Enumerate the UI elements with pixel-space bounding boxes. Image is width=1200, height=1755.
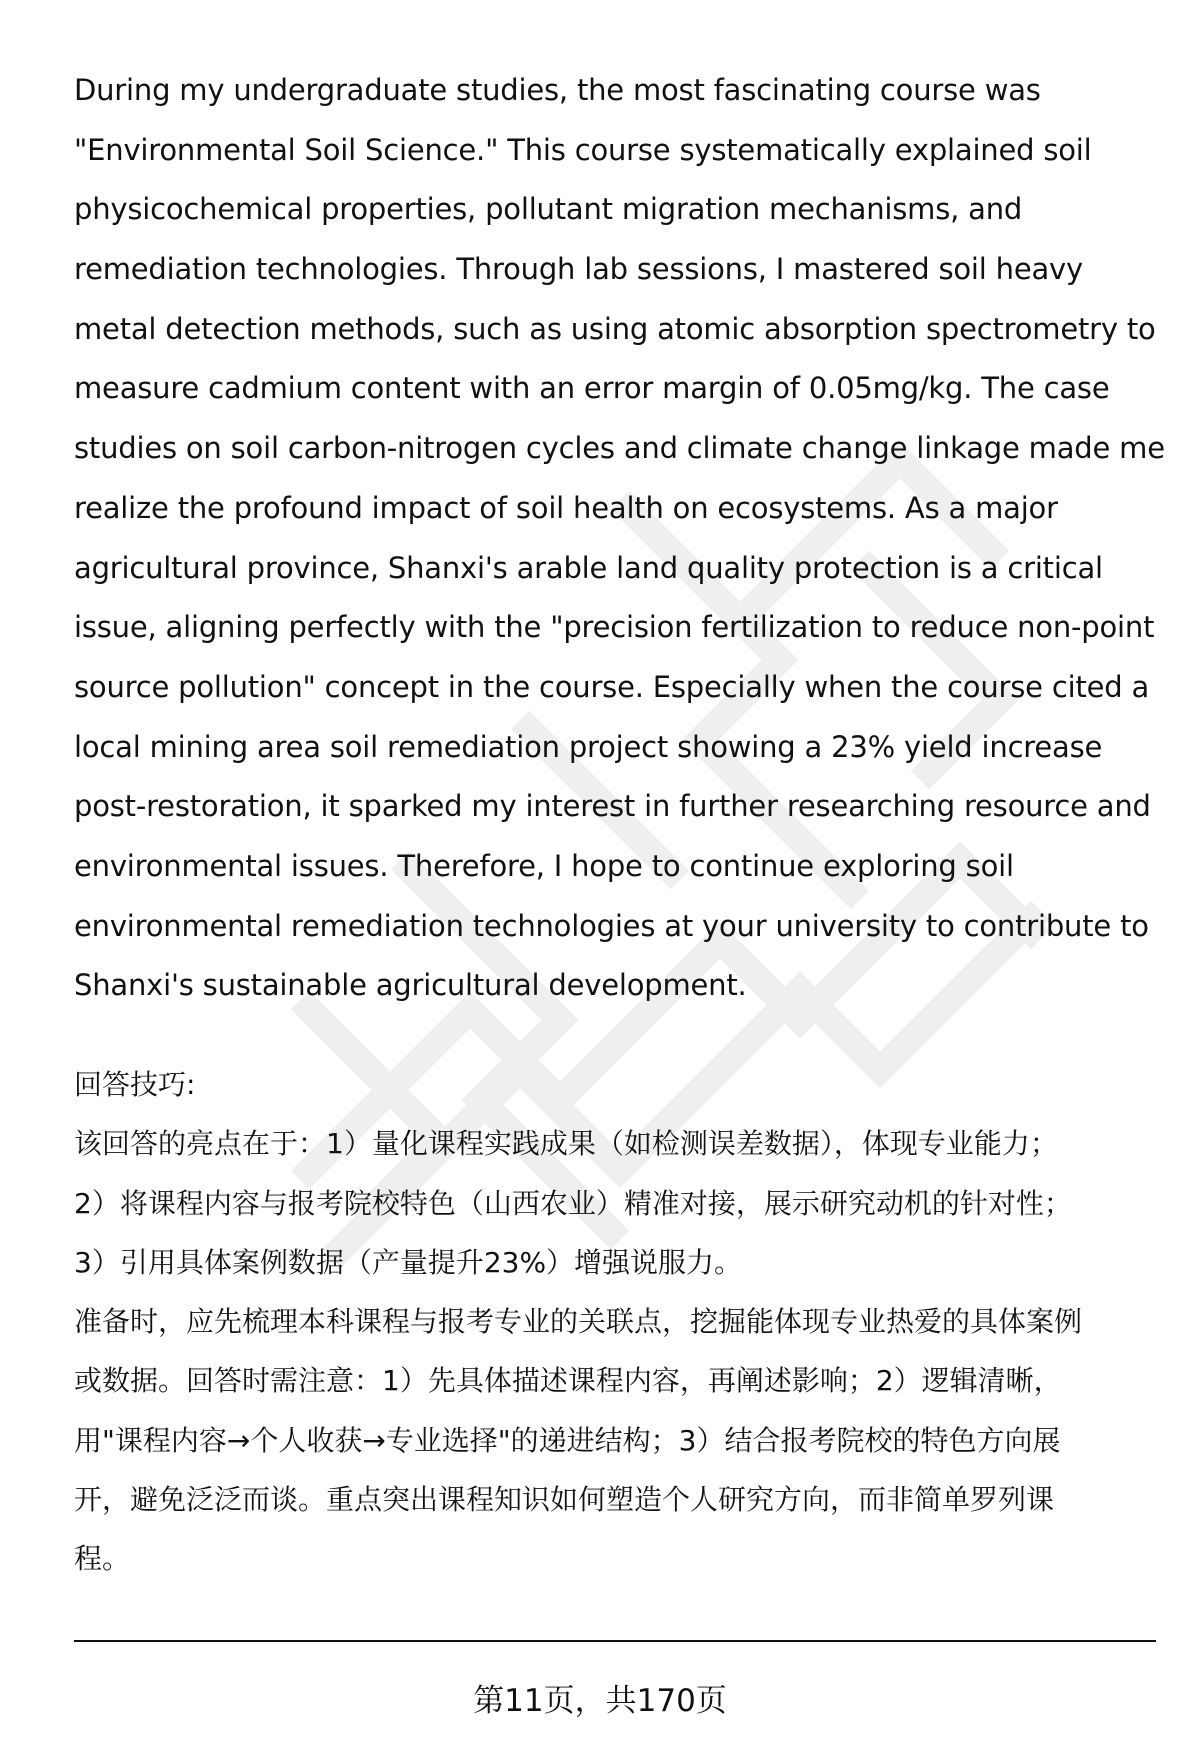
- answer-line: measure cadmium content with an error margin of 0.05mg/kg. The case: [74, 371, 1110, 406]
- answer-line: environmental remediation technologies at your university to contribute to: [74, 908, 1149, 943]
- tips-line: 程。: [74, 1542, 131, 1576]
- answer-line: metal detection methods, such as using atomic absorption spectrometry to: [74, 311, 1156, 346]
- tips-line: 3）引用具体案例数据（产量提升23%）增强说服力。: [74, 1245, 743, 1279]
- tips-line: 用"课程内容→个人收获→专业选择"的递进结构；3）结合报考院校的特色方向展: [74, 1423, 1061, 1457]
- answer-line: agricultural province, Shanxi's arable land quality protection is a critical: [74, 550, 1103, 585]
- answer-line: Shanxi's sustainable agricultural development.: [74, 968, 747, 1003]
- footer-divider: [74, 1640, 1156, 1642]
- answer-line: source pollution" concept in the course. Especially when the course cited a: [74, 669, 1150, 704]
- tips-line: 2）将课程内容与报考院校特色（山西农业）精准对接，展示研究动机的针对性；: [74, 1186, 1072, 1220]
- answer-line: physicochemical properties, pollutant migration mechanisms, and: [74, 192, 1023, 227]
- answer-tips: [74, 1064, 1174, 1598]
- answer-line: issue, aligning perfectly with the "precision fertilization to reduce non-point: [74, 610, 1155, 645]
- answer-line: studies on soil carbon-nitrogen cycles and climate change linkage made me: [74, 431, 1165, 466]
- tips-line: 或数据。回答时需注意：1）先具体描述课程内容，再阐述影响；2）逻辑清晰，: [74, 1364, 1062, 1398]
- answer-line: "Environmental Soil Science." This course systematically explained soil: [74, 132, 1092, 167]
- tips-line: 开，避免泛泛而谈。重点突出课程知识如何塑造个人研究方向，而非简单罗列课: [74, 1483, 1055, 1517]
- answer-line: realize the profound impact of soil health on ecosystems. As a major: [74, 490, 1058, 525]
- answer-line: post-restoration, it sparked my interest in further researching resource and: [74, 789, 1151, 824]
- answer-line: environmental issues. Therefore, I hope to continue exploring soil: [74, 848, 1014, 883]
- answer-line: local mining area soil remediation project showing a 23% yield increase: [74, 729, 1103, 764]
- answer-line: remediation technologies. Through lab sessions, I mastered soil heavy: [74, 252, 1083, 287]
- tips-heading: 回答技巧:: [74, 1068, 196, 1101]
- tips-line: 该回答的亮点在于：1）量化课程实践成果（如检测误差数据），体现专业能力；: [74, 1127, 1058, 1161]
- answer-line: During my undergraduate studies, the most fascinating course was: [74, 73, 1041, 107]
- answer-text: [74, 68, 1174, 1023]
- tips-line: 准备时，应先梳理本科课程与报考专业的关联点，挖掘能体现专业热爱的具体案例: [74, 1305, 1083, 1339]
- page-number: 第11页，共170页: [473, 1683, 727, 1719]
